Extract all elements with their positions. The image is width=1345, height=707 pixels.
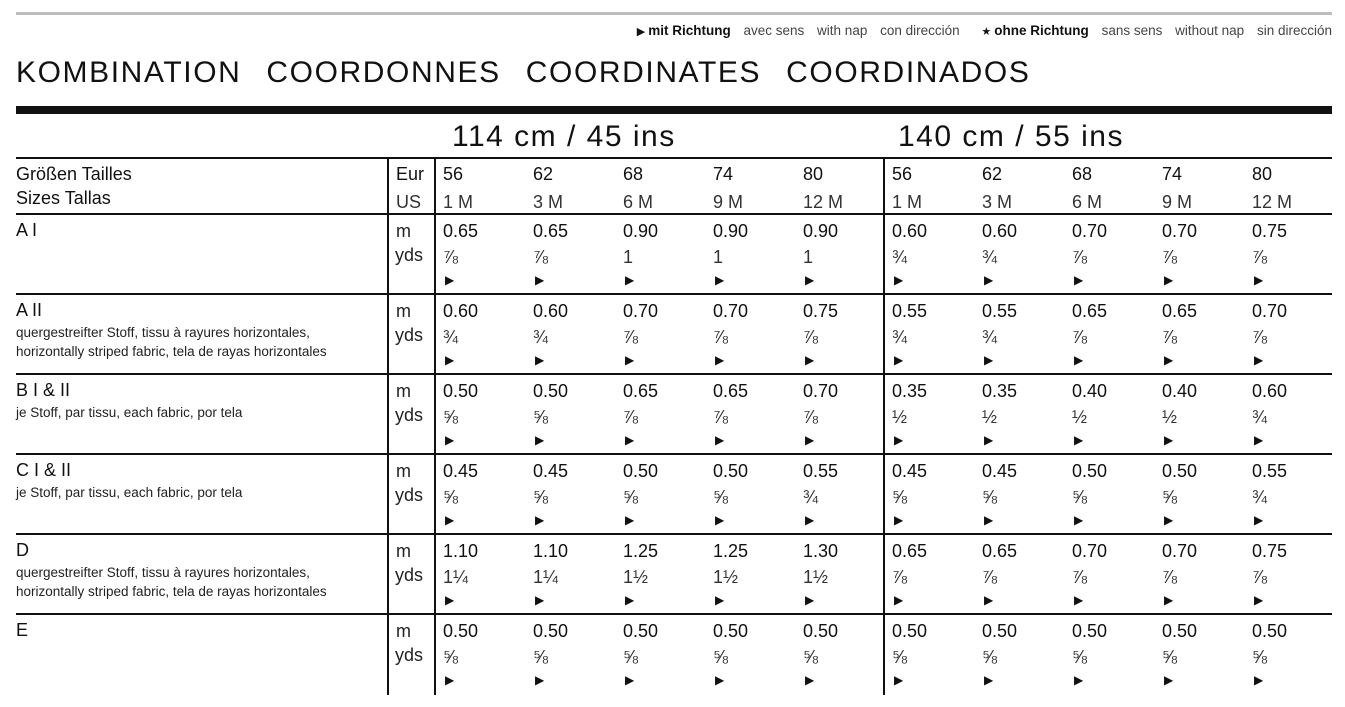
with-nap-arrow-icon: ▶ <box>1164 353 1174 367</box>
title-fr: COORDONNES <box>266 56 501 89</box>
with-nap-arrow-icon: ▶ <box>715 353 725 367</box>
meters-value: 0.45 <box>982 461 1018 481</box>
with-nap-arrow-icon: ▶ <box>1254 433 1264 447</box>
yards-value: ¾ <box>533 327 549 347</box>
with-nap-arrow-icon: ▶ <box>984 673 994 687</box>
legend-without-nap-de: ohne Richtung <box>994 23 1089 38</box>
yards-value: ⅝ <box>1162 647 1178 667</box>
eur-size: 62 <box>982 164 1003 184</box>
row-label: C I & II <box>16 460 72 480</box>
title-es: COORDINADOS <box>786 56 1031 89</box>
us-size: 12 M <box>1252 192 1293 212</box>
with-nap-arrow-icon: ▶ <box>984 593 994 607</box>
title-rule <box>16 106 1332 114</box>
with-nap-arrow-icon: ▶ <box>805 673 815 687</box>
meters-value: 0.70 <box>1252 301 1288 321</box>
unit-m: m <box>396 621 411 641</box>
header-top-rule <box>16 157 1332 159</box>
meters-value: 0.50 <box>713 461 749 481</box>
row-description: je Stoff, par tissu, each fabric, por tela <box>16 485 243 500</box>
yards-value: ⅞ <box>1162 567 1178 587</box>
yards-value: ⅞ <box>443 247 459 267</box>
us-size: 12 M <box>803 192 844 212</box>
meters-value: 0.50 <box>803 621 839 641</box>
with-nap-arrow-icon: ▶ <box>445 673 455 687</box>
fabric-width-140: 140 cm / 55 ins <box>898 120 1124 153</box>
yards-value: ⅞ <box>1252 567 1268 587</box>
meters-value: 0.40 <box>1072 381 1108 401</box>
yards-value: ⅞ <box>982 567 998 587</box>
us-size: 6 M <box>623 192 654 212</box>
yards-value: ¾ <box>982 247 998 267</box>
yards-value: ⅝ <box>533 487 549 507</box>
eur-size: 68 <box>623 164 644 184</box>
without-nap-star-icon: ★ <box>981 26 992 38</box>
with-nap-arrow-icon: ▶ <box>1254 513 1264 527</box>
us-size: 9 M <box>1162 192 1193 212</box>
us-size: 3 M <box>982 192 1013 212</box>
yards-value: ⅝ <box>443 407 459 427</box>
yards-value: ⅝ <box>533 407 549 427</box>
title-en: COORDINATES <box>525 56 762 89</box>
meters-value: 0.60 <box>982 221 1018 241</box>
with-nap-arrow-icon: ▶ <box>715 673 725 687</box>
yards-value: 1½ <box>623 567 649 587</box>
unit-column-divider <box>387 158 389 695</box>
eur-size: 80 <box>803 164 824 184</box>
with-nap-arrow-icon: ▶ <box>1164 513 1174 527</box>
yards-value: ⅝ <box>982 647 998 667</box>
yards-value: ⅞ <box>713 407 729 427</box>
meters-value: 0.65 <box>1072 301 1108 321</box>
with-nap-arrow-icon: ▶ <box>1254 353 1264 367</box>
meters-value: 0.35 <box>892 381 928 401</box>
with-nap-arrow-icon: ▶ <box>625 433 635 447</box>
yards-value: 1¼ <box>443 567 469 587</box>
meters-value: 0.50 <box>443 381 479 401</box>
yards-value: ¾ <box>892 327 908 347</box>
yards-value: 1½ <box>713 567 739 587</box>
meters-value: 0.50 <box>1072 621 1108 641</box>
meters-value: 0.70 <box>1072 541 1108 561</box>
meters-value: 0.70 <box>1162 541 1198 561</box>
eur-label: Eur <box>396 164 425 184</box>
with-nap-arrow-icon: ▶ <box>445 273 455 287</box>
with-nap-arrow-icon: ▶ <box>535 273 545 287</box>
with-nap-arrow-icon: ▶ <box>894 353 904 367</box>
us-size: 3 M <box>533 192 564 212</box>
meters-value: 0.40 <box>1162 381 1198 401</box>
yards-value: ⅝ <box>1072 647 1088 667</box>
meters-value: 0.75 <box>1252 221 1288 241</box>
meters-value: 0.75 <box>803 301 839 321</box>
eur-size: 68 <box>1072 164 1093 184</box>
with-nap-arrow-icon: ▶ <box>445 353 455 367</box>
with-nap-arrow-icon: ▶ <box>535 673 545 687</box>
yards-value: ⅝ <box>623 647 639 667</box>
meters-value: 0.65 <box>623 381 659 401</box>
row-label: B I & II <box>16 380 71 400</box>
width-group-divider <box>883 158 885 695</box>
with-nap-arrow-icon: ▶ <box>805 433 815 447</box>
yards-value: ⅝ <box>892 647 908 667</box>
legend-with-nap-de: mit Richtung <box>648 23 731 38</box>
yards-value: ⅝ <box>892 487 908 507</box>
unit-yds: yds <box>395 405 424 425</box>
meters-value: 0.55 <box>892 301 928 321</box>
us-label: US <box>396 192 422 212</box>
unit-m: m <box>396 301 411 321</box>
with-nap-arrow-icon: ▶ <box>984 513 994 527</box>
page-title <box>16 56 1055 90</box>
with-nap-arrow-icon: ▶ <box>715 433 725 447</box>
meters-value: 0.75 <box>1252 541 1288 561</box>
yards-value: ¾ <box>892 247 908 267</box>
top-rule <box>16 12 1332 15</box>
header-bottom-rule <box>16 213 1332 215</box>
yards-value: ⅝ <box>443 487 459 507</box>
with-nap-arrow-icon: ▶ <box>1074 593 1084 607</box>
yards-value: ⅞ <box>803 327 819 347</box>
nap-legend <box>619 23 1332 38</box>
meters-value: 0.45 <box>443 461 479 481</box>
yards-value: 1 <box>623 247 634 267</box>
legend-without-nap-es: sin dirección <box>1256 23 1332 38</box>
meters-value: 0.60 <box>892 221 928 241</box>
legend-with-nap-es: con dirección <box>880 23 960 38</box>
meters-value: 0.70 <box>1162 221 1198 241</box>
row-separator <box>16 533 1332 535</box>
size-label-line2: Sizes Tallas <box>16 188 111 208</box>
with-nap-arrow-icon: ▶ <box>805 593 815 607</box>
with-nap-arrow-icon: ▶ <box>1164 673 1174 687</box>
row-description: quergestreifter Stoff, tissu à rayures horizontales, <box>16 565 310 580</box>
yards-value: ¾ <box>982 327 998 347</box>
with-nap-arrow-icon: ▶ <box>535 433 545 447</box>
eur-size: 74 <box>1162 164 1183 184</box>
yards-value: ⅝ <box>1072 487 1088 507</box>
with-nap-arrow-icon: ▶ <box>1074 673 1084 687</box>
yards-value: ⅝ <box>713 647 729 667</box>
legend-with-nap-en: with nap <box>817 23 868 38</box>
yards-value: ⅞ <box>892 567 908 587</box>
yards-value: ⅝ <box>982 487 998 507</box>
yards-value: 1½ <box>803 567 829 587</box>
with-nap-arrow-icon: ▶ <box>984 353 994 367</box>
yards-value: ⅞ <box>1072 327 1088 347</box>
eur-size: 62 <box>533 164 554 184</box>
yards-value: ⅝ <box>1162 487 1178 507</box>
yards-value: ⅝ <box>713 487 729 507</box>
us-size: 1 M <box>443 192 474 212</box>
with-nap-arrow-icon: ▶ <box>445 593 455 607</box>
unit-m: m <box>396 461 411 481</box>
with-nap-arrow-icon: ▶ <box>894 513 904 527</box>
meters-value: 0.65 <box>892 541 928 561</box>
meters-value: 0.50 <box>443 621 479 641</box>
unit-m: m <box>396 221 411 241</box>
row-description: quergestreifter Stoff, tissu à rayures horizontales, <box>16 325 310 340</box>
yards-value: ¾ <box>803 487 819 507</box>
meters-value: 0.65 <box>1162 301 1198 321</box>
eur-size: 56 <box>443 164 464 184</box>
meters-value: 0.50 <box>623 621 659 641</box>
yards-value: ½ <box>1072 407 1088 427</box>
with-nap-arrow-icon: ▶ <box>1074 353 1084 367</box>
meters-value: 0.50 <box>892 621 928 641</box>
yards-value: ¾ <box>1252 487 1268 507</box>
row-label: E <box>16 620 29 640</box>
row-separator <box>16 613 1332 615</box>
row-description: je Stoff, par tissu, each fabric, por tela <box>16 405 243 420</box>
with-nap-arrow-icon: ▶ <box>535 513 545 527</box>
meters-value: 0.45 <box>533 461 569 481</box>
row-label: A II <box>16 300 43 320</box>
fabric-width-114: 114 cm / 45 ins <box>452 120 676 153</box>
yards-value: 1 <box>803 247 814 267</box>
with-nap-arrow-icon: ▶ <box>1074 433 1084 447</box>
meters-value: 0.55 <box>982 301 1018 321</box>
meters-value: 0.65 <box>982 541 1018 561</box>
yards-value: ⅞ <box>1252 327 1268 347</box>
meters-value: 0.60 <box>1252 381 1288 401</box>
meters-value: 0.55 <box>803 461 839 481</box>
row-label: D <box>16 540 29 560</box>
yards-value: ⅞ <box>623 327 639 347</box>
unit-yds: yds <box>395 565 424 585</box>
unit-yds: yds <box>395 245 424 265</box>
yards-value: ⅞ <box>1252 247 1268 267</box>
meters-value: 0.50 <box>1162 621 1198 641</box>
with-nap-arrow-icon: ▶ <box>625 513 635 527</box>
yards-value: ⅞ <box>803 407 819 427</box>
meters-value: 1.10 <box>443 541 479 561</box>
with-nap-arrow-icon: ▶ <box>1164 433 1174 447</box>
yards-value: ⅞ <box>713 327 729 347</box>
with-nap-arrow-icon: ▶ <box>894 433 904 447</box>
yards-value: ⅝ <box>1252 647 1268 667</box>
with-nap-arrow-icon: ▶ <box>1254 593 1264 607</box>
with-nap-arrow-icon: ▶ <box>894 273 904 287</box>
with-nap-arrow-icon: ▶ <box>625 593 635 607</box>
meters-value: 0.65 <box>713 381 749 401</box>
with-nap-arrow-icon: ▶ <box>535 353 545 367</box>
meters-value: 0.50 <box>533 381 569 401</box>
meters-value: 0.70 <box>1072 221 1108 241</box>
us-size: 1 M <box>892 192 923 212</box>
with-nap-arrow-icon: ▶ <box>984 273 994 287</box>
meters-value: 0.60 <box>533 301 569 321</box>
row-separator <box>16 453 1332 455</box>
meters-value: 1.25 <box>623 541 659 561</box>
with-nap-arrow-icon: ▶ <box>445 513 455 527</box>
meters-value: 0.50 <box>713 621 749 641</box>
meters-value: 0.50 <box>623 461 659 481</box>
yards-value: 1¼ <box>533 567 559 587</box>
meters-value: 0.55 <box>1252 461 1288 481</box>
us-size: 6 M <box>1072 192 1103 212</box>
yards-value: ¾ <box>443 327 459 347</box>
values-column-divider <box>434 158 436 695</box>
title-de: KOMBINATION <box>16 56 242 89</box>
meters-value: 0.90 <box>713 221 749 241</box>
yards-value: 1 <box>713 247 724 267</box>
meters-value: 0.65 <box>443 221 479 241</box>
yards-value: ⅞ <box>533 247 549 267</box>
meters-value: 0.65 <box>533 221 569 241</box>
row-separator <box>16 373 1332 375</box>
with-nap-arrow-icon: ▶ <box>625 273 635 287</box>
meters-value: 1.10 <box>533 541 569 561</box>
meters-value: 0.70 <box>713 301 749 321</box>
yards-value: ½ <box>892 407 908 427</box>
yards-value: ¾ <box>1252 407 1268 427</box>
meters-value: 0.60 <box>443 301 479 321</box>
unit-yds: yds <box>395 325 424 345</box>
with-nap-arrow-icon: ▶ <box>805 353 815 367</box>
size-label-line1: Größen Tailles <box>16 164 132 184</box>
meters-value: 0.90 <box>623 221 659 241</box>
meters-value: 0.50 <box>1072 461 1108 481</box>
eur-size: 74 <box>713 164 734 184</box>
with-nap-arrow-icon: ▶ <box>715 593 725 607</box>
with-nap-arrow-icon: ▶ <box>1074 273 1084 287</box>
yards-value: ⅞ <box>1072 247 1088 267</box>
meters-value: 0.50 <box>1252 621 1288 641</box>
with-nap-arrow-icon: ▶ <box>894 593 904 607</box>
yards-value: ½ <box>982 407 998 427</box>
with-nap-arrow-icon: ▶ <box>1164 273 1174 287</box>
with-nap-arrow-icon: ▶ <box>1164 593 1174 607</box>
unit-m: m <box>396 381 411 401</box>
row-separator <box>16 293 1332 295</box>
with-nap-arrow-icon: ▶ <box>715 513 725 527</box>
with-nap-arrow-icon: ▶ <box>1254 673 1264 687</box>
with-nap-arrow-icon: ▶ <box>805 273 815 287</box>
meters-value: 0.50 <box>1162 461 1198 481</box>
yards-value: ⅝ <box>803 647 819 667</box>
unit-yds: yds <box>395 645 424 665</box>
yards-value: ⅞ <box>623 407 639 427</box>
yards-value: ⅝ <box>533 647 549 667</box>
row-label: A I <box>16 220 38 240</box>
meters-value: 0.45 <box>892 461 928 481</box>
meters-value: 1.30 <box>803 541 839 561</box>
yards-value: ⅞ <box>1162 247 1178 267</box>
row-description: horizontally striped fabric, tela de rayas horizontales <box>16 584 327 599</box>
unit-yds: yds <box>395 485 424 505</box>
meters-value: 0.70 <box>803 381 839 401</box>
eur-size: 56 <box>892 164 913 184</box>
with-nap-arrow-icon: ▶ <box>805 513 815 527</box>
with-nap-arrow-icon: ▶ <box>625 353 635 367</box>
meters-value: 0.50 <box>982 621 1018 641</box>
meters-value: 0.70 <box>623 301 659 321</box>
with-nap-arrow-icon: ▶ <box>636 26 646 38</box>
meters-value: 1.25 <box>713 541 749 561</box>
with-nap-arrow-icon: ▶ <box>1074 513 1084 527</box>
meters-value: 0.50 <box>533 621 569 641</box>
us-size: 9 M <box>713 192 744 212</box>
legend-without-nap-en: without nap <box>1175 23 1245 38</box>
yards-value: ⅝ <box>623 487 639 507</box>
legend-without-nap-fr: sans sens <box>1101 23 1163 38</box>
yards-value: ⅞ <box>1072 567 1088 587</box>
with-nap-arrow-icon: ▶ <box>715 273 725 287</box>
eur-size: 80 <box>1252 164 1273 184</box>
meters-value: 0.35 <box>982 381 1018 401</box>
with-nap-arrow-icon: ▶ <box>625 673 635 687</box>
yards-value: ½ <box>1162 407 1178 427</box>
with-nap-arrow-icon: ▶ <box>984 433 994 447</box>
meters-value: 0.90 <box>803 221 839 241</box>
legend-with-nap-fr: avec sens <box>743 23 805 38</box>
yards-value: ⅝ <box>443 647 459 667</box>
with-nap-arrow-icon: ▶ <box>894 673 904 687</box>
with-nap-arrow-icon: ▶ <box>445 433 455 447</box>
yards-value: ⅞ <box>1162 327 1178 347</box>
row-description: horizontally striped fabric, tela de rayas horizontales <box>16 344 327 359</box>
with-nap-arrow-icon: ▶ <box>1254 273 1264 287</box>
with-nap-arrow-icon: ▶ <box>535 593 545 607</box>
unit-m: m <box>396 541 411 561</box>
